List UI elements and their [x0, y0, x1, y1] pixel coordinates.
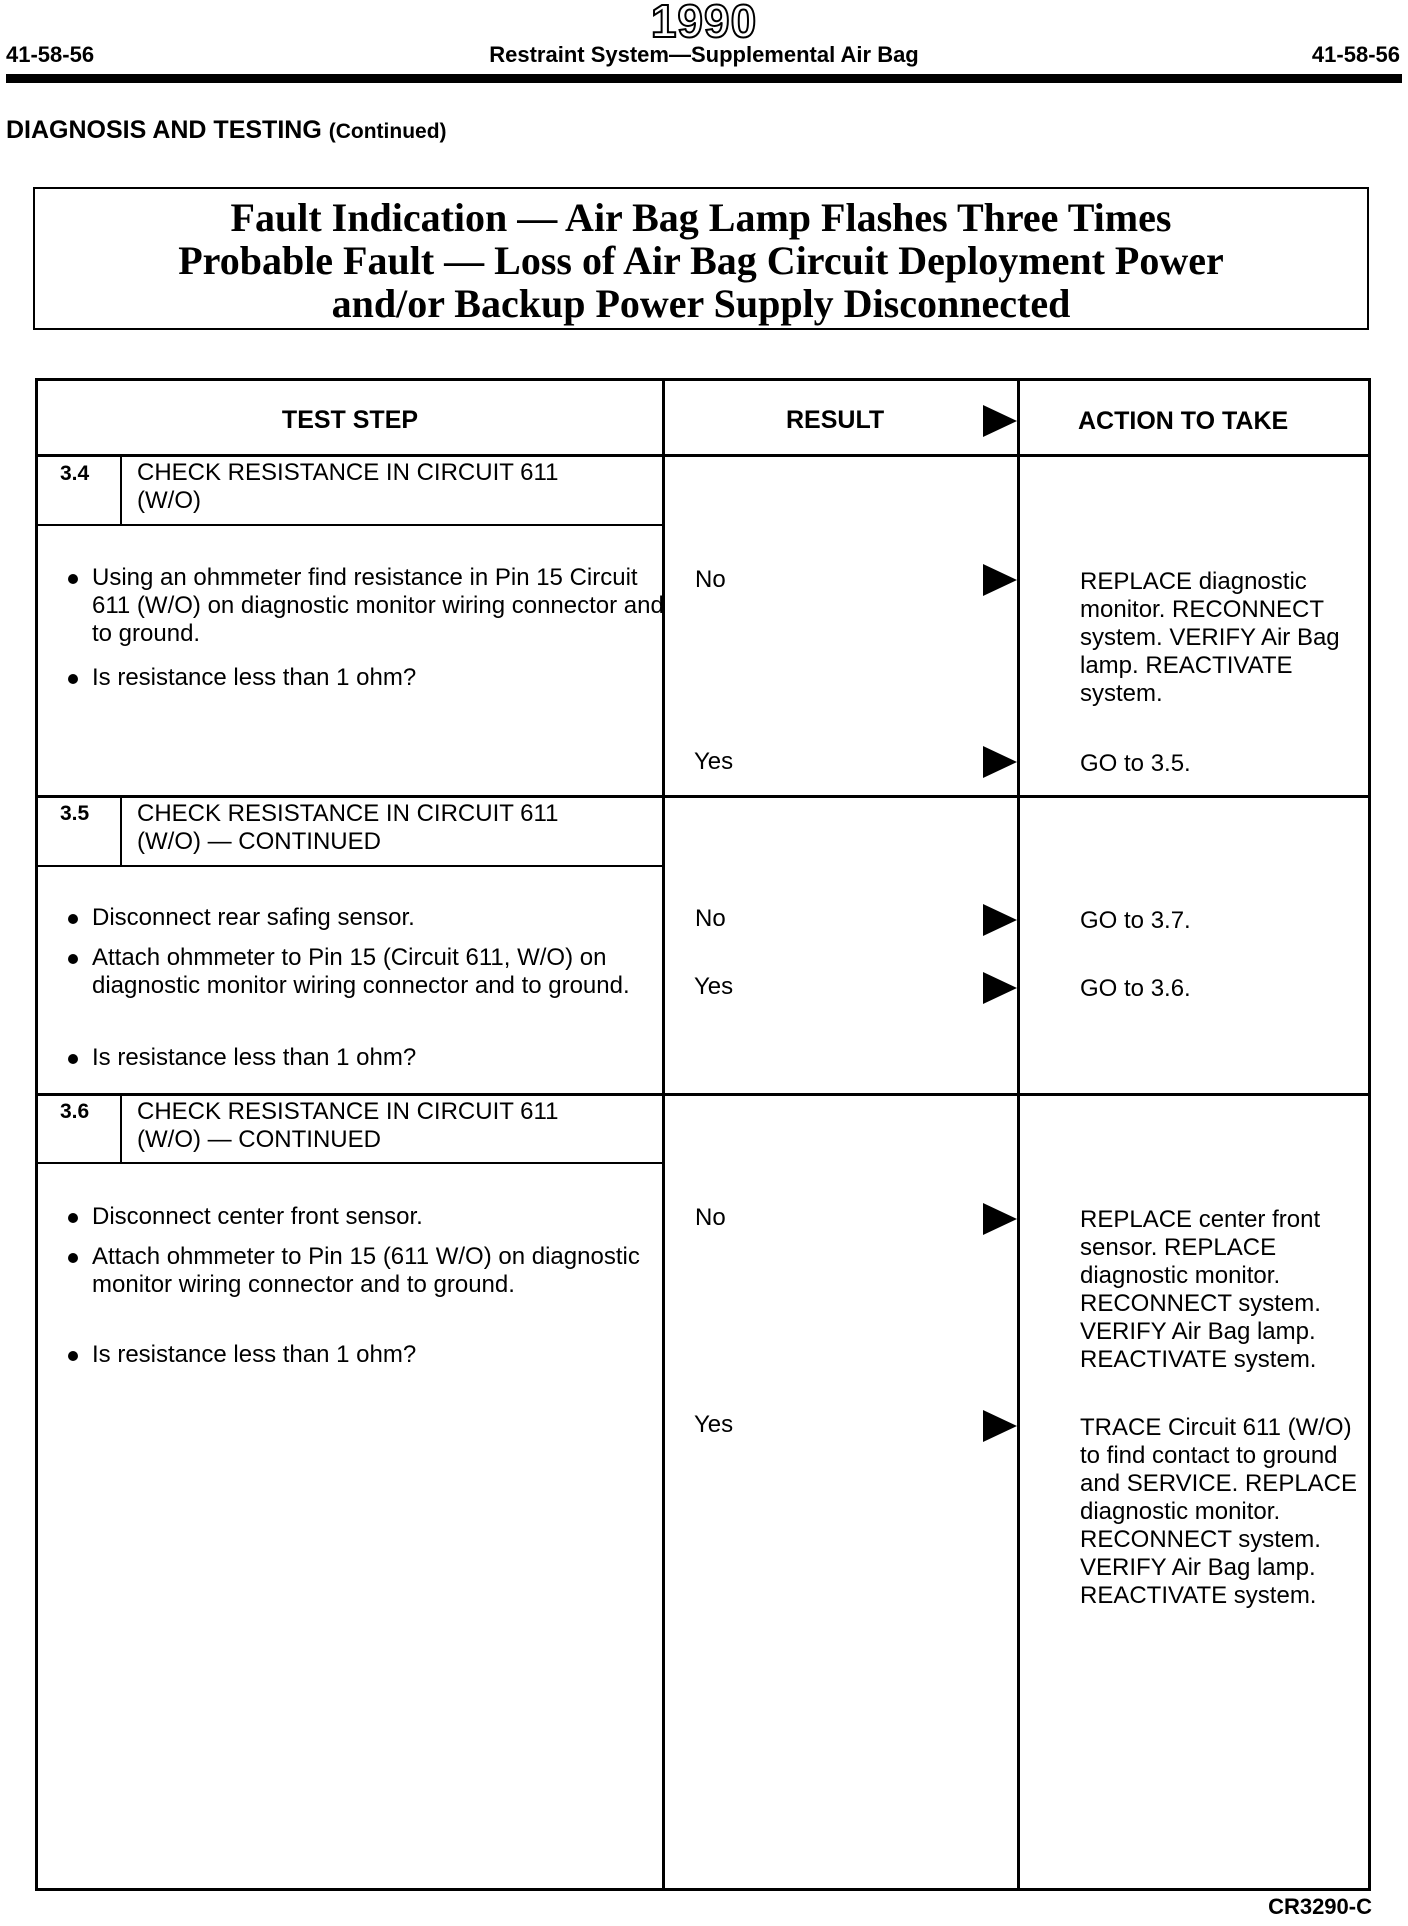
result-arrow-icon — [983, 904, 1017, 936]
header-rule — [6, 74, 1402, 83]
step-title-line-2: (W/O) — CONTINUED — [137, 1126, 381, 1153]
action-text: GO to 3.5. — [1080, 750, 1191, 777]
step-title-line-1: CHECK RESISTANCE IN CIRCUIT 611 — [137, 459, 559, 486]
step-title-line-2: (W/O) — [137, 487, 201, 514]
action-text: TRACE Circuit 611 (W/O) to find contact to ground and SERVICE. REPLACE diagnostic monitor. RECONNECT system. VERIFY Air Bag lamp. REACTIVATE system. — [1080, 1414, 1358, 1609]
step-title-line-1: CHECK RESISTANCE IN CIRCUIT 611 — [137, 1098, 559, 1125]
fault-line-2: Probable Fault — Loss of Air Bag Circuit Deployment Power — [178, 238, 1224, 283]
step-3-6-title-bottom — [35, 1162, 664, 1164]
step-bullet: Attach ohmmeter to Pin 15 (611 W/O) on diagnostic monitor wiring connector and to ground. — [64, 1243, 682, 1299]
fault-line-3: and/or Backup Power Supply Disconnected — [331, 281, 1071, 326]
column-header-action: ACTION TO TAKE — [1078, 407, 1289, 435]
step-bullet: Is resistance less than 1 ohm? — [64, 664, 682, 692]
result-label: Yes — [694, 1411, 734, 1438]
column-divider-2 — [1017, 378, 1020, 1891]
step-number: 3.4 — [60, 462, 90, 485]
step-divider-3-5 — [35, 795, 1371, 798]
result-arrow-icon — [983, 972, 1017, 1004]
step-bullet: Is resistance less than 1 ohm? — [64, 1044, 682, 1072]
section-title — [6, 116, 447, 145]
step-number: 3.5 — [60, 802, 90, 825]
step-title-line-2: (W/O) — CONTINUED — [137, 828, 381, 855]
result-label: No — [695, 1204, 726, 1231]
action-text: GO to 3.6. — [1080, 975, 1191, 1002]
header-row-divider — [35, 454, 1371, 457]
fault-line-1: Fault Indication — Air Bag Lamp Flashes Three Times — [230, 195, 1172, 240]
action-text: GO to 3.7. — [1080, 907, 1191, 934]
result-label: No — [695, 905, 726, 932]
table-border-left — [35, 378, 38, 1891]
result-arrow-icon — [983, 1410, 1017, 1442]
table-border-top — [35, 378, 1371, 381]
result-arrow-icon — [983, 746, 1017, 778]
section-title-suffix: (Continued) — [328, 120, 447, 143]
step-bullet: Disconnect center front sensor. — [64, 1203, 682, 1231]
result-label: Yes — [694, 748, 734, 775]
result-label: Yes — [694, 973, 734, 1000]
action-text: REPLACE center front sensor. REPLACE diagnostic monitor. RECONNECT system. VERIFY Air Bag lamp. REACTIVATE system. — [1080, 1206, 1321, 1373]
step-bullet: Disconnect rear safing sensor. — [64, 904, 682, 932]
step-3-5-title-bottom — [35, 865, 664, 867]
result-header-arrow-icon — [983, 405, 1017, 437]
step-bullet: Using an ohmmeter find resistance in Pin 15 Circuit 611 (W/O) on diagnostic monitor wiring connector and to ground. — [64, 564, 682, 648]
column-header-test-step: TEST STEP — [281, 406, 419, 434]
page-number-left: 41-58-56 — [6, 42, 95, 67]
action-text: REPLACE diagnostic monitor. RECONNECT system. VERIFY Air Bag lamp. REACTIVATE system. — [1080, 568, 1340, 707]
year-watermark: 1990 — [650, 0, 758, 47]
page-number-right: 41-58-56 — [1311, 42, 1400, 67]
step-3-5-number-divider — [120, 797, 122, 867]
page-title: Restraint System—Supplemental Air Bag — [489, 42, 919, 67]
step-3-4-title-bottom — [35, 524, 664, 526]
result-label: No — [695, 566, 726, 593]
step-divider-3-6 — [35, 1093, 1371, 1096]
section-title-text: DIAGNOSIS AND TESTING — [6, 116, 322, 144]
result-arrow-icon — [983, 1203, 1017, 1235]
step-title-line-1: CHECK RESISTANCE IN CIRCUIT 611 — [137, 800, 559, 827]
step-3-6-number-divider — [120, 1095, 122, 1164]
step-number: 3.6 — [60, 1100, 90, 1123]
step-3-4-number-divider — [120, 456, 122, 526]
step-bullet: Is resistance less than 1 ohm? — [64, 1341, 682, 1369]
fault-indication-box — [33, 187, 1369, 330]
column-header-result: RESULT — [786, 406, 885, 434]
table-border-bottom — [35, 1888, 1371, 1891]
step-bullet: Attach ohmmeter to Pin 15 (Circuit 611, W/O) on diagnostic monitor wiring connector and to ground. — [64, 944, 682, 1000]
result-arrow-icon — [983, 564, 1017, 596]
table-border-right — [1368, 378, 1371, 1891]
figure-code: CR3290-C — [1268, 1894, 1372, 1919]
